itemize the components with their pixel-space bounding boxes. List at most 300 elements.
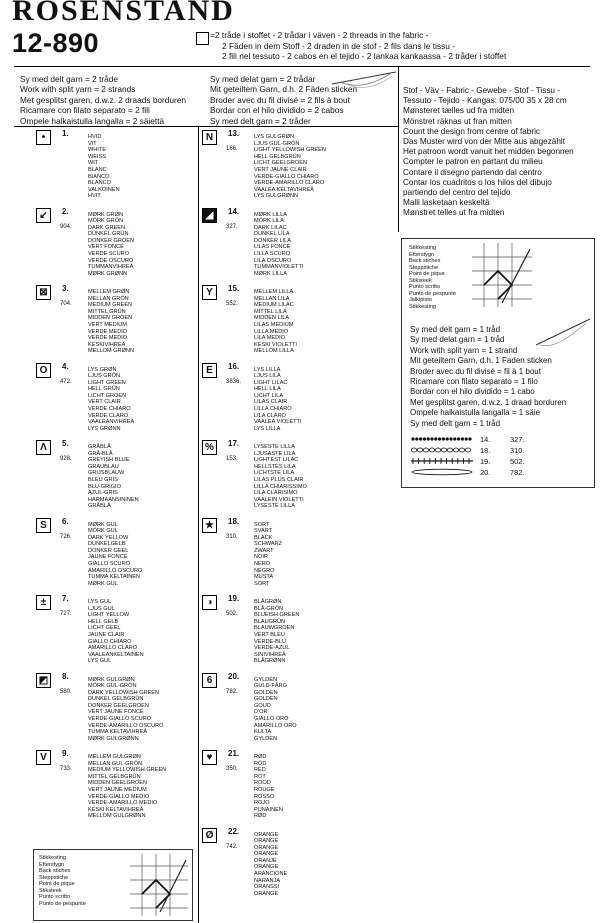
color-name: HARMAANSININEN	[88, 496, 139, 503]
color-name: MELLOM LILLA	[254, 348, 294, 355]
color-name: VERT CLAIR	[88, 399, 121, 406]
color-names	[88, 444, 139, 510]
color-number: 9.	[62, 749, 69, 758]
color-symbol-icon: ±	[36, 595, 51, 610]
shade-code: 153.	[226, 456, 238, 462]
color-name: MEDIUM YELLOWISH GREEN	[88, 767, 167, 774]
color-name: VERDE MEDIO	[88, 328, 128, 335]
color-name: LILLA MEDIO	[254, 328, 289, 335]
fabric-line: Compter le patron en partant du milieu	[403, 157, 543, 167]
color-name: WHITE	[88, 147, 107, 154]
stitch-label: Punto scritto	[409, 284, 441, 290]
color-name: WEISS	[88, 153, 107, 160]
color-symbol-icon: V	[36, 750, 51, 765]
shade-code: 726.	[60, 533, 72, 540]
color-name: MIDDEN LILA	[254, 315, 290, 322]
color-name: DUNKEL LILA	[254, 231, 290, 238]
color-symbol-icon: ♥	[202, 750, 217, 765]
legend-line: Sy med delt garn = 1 tråd	[410, 418, 501, 428]
color-symbol-icon: ◩	[36, 673, 51, 688]
color-names	[88, 599, 144, 665]
color-name: LICHT LILA	[254, 392, 284, 399]
color-names	[254, 599, 299, 665]
color-name: MIDDEN GROEN	[88, 315, 133, 322]
color-name: MUSTA	[254, 574, 274, 581]
shade-code: 733.	[60, 766, 72, 772]
color-name: MELLEM GULGRØN	[88, 754, 141, 760]
color-name: VERT FONCÉ	[88, 244, 124, 251]
color-name: LIGHT YELLOW	[88, 612, 130, 619]
color-name: LYS GUL	[88, 599, 112, 605]
color-name: VAALEA VIOLETTI	[254, 419, 302, 426]
stitch-line-sample	[410, 435, 474, 443]
color-name: MØRK GRØN	[88, 211, 124, 218]
color-name: GRAUBLAU	[88, 463, 119, 470]
color-name: SCHWARZ	[254, 541, 283, 548]
color-name: BIANCO	[88, 173, 110, 180]
color-name: VERT MEDIUM	[88, 321, 127, 328]
stitch-labels-bottom	[39, 855, 86, 907]
color-name: BLANCO	[88, 180, 112, 187]
legend-line: Ompele halkaistulla langalla = 1 säie	[410, 408, 541, 418]
color-name: LJUS GUL	[88, 605, 115, 612]
color-name: MØRK GRØNN	[88, 270, 128, 277]
legend-shade: 327.	[510, 435, 525, 444]
color-name: GRIJSBLAUW	[88, 470, 125, 477]
color-symbol-icon: •	[36, 130, 51, 145]
instruction-line: Ricamare con filato separato = 2 fili	[20, 105, 150, 116]
color-names	[254, 134, 326, 200]
color-name: ROUGE	[254, 786, 275, 793]
color-name: NOIR	[254, 554, 268, 561]
color-name: ROT	[254, 773, 266, 780]
stitch-label: Point de pique	[409, 271, 445, 277]
color-number: 1.	[62, 129, 69, 138]
color-names	[254, 522, 282, 588]
color-name: VALKOINEN	[88, 186, 120, 193]
stitch-label: Point de pique	[39, 881, 75, 887]
stitch-label: Stikkesting	[39, 855, 67, 861]
stitch-label: Steppstiche	[39, 874, 69, 881]
color-number: 14.	[228, 206, 240, 216]
color-name: VERT JAUNE CLAIR	[254, 166, 307, 173]
fabric-line: Mønsteret tælles ud fra midten	[403, 106, 515, 116]
color-names	[88, 754, 166, 820]
color-name: GYLDEN	[254, 676, 278, 683]
brand-name: ROSENSTAND	[12, 0, 235, 27]
fabric-square-icon	[196, 32, 209, 45]
color-names	[254, 289, 297, 355]
color-name: MEDIUM LILAC	[254, 302, 294, 309]
color-names	[254, 677, 297, 743]
stitch-label: Stiksteek	[39, 887, 62, 894]
color-name: MØRK GUL	[88, 521, 118, 528]
needle-icon	[330, 64, 400, 92]
instruction-line: Work with split yarn = 2 strands	[20, 84, 136, 95]
color-name: RØD	[254, 813, 267, 820]
color-name: D'OR	[254, 709, 268, 716]
color-name: ROOD	[254, 780, 271, 787]
instruction-line: Sy med delt garn = 2 tråder	[210, 115, 311, 126]
color-name: GIALLO CHIARO	[88, 638, 132, 645]
color-name: ORANGE	[254, 864, 279, 871]
shade-code: 350.	[226, 766, 238, 772]
color-names	[254, 832, 287, 898]
color-name: ORANJE	[254, 857, 277, 864]
color-name: GOUD	[254, 702, 271, 709]
instruction-line: Met gesplitst garen, d.w.z. 2 draads borduren	[20, 94, 187, 105]
color-name: ORANGE	[254, 851, 279, 858]
color-symbol-icon: Ø	[202, 828, 217, 843]
color-name: LYS GULGRØNN	[254, 193, 299, 200]
stitch-label: Stiksteek	[409, 277, 432, 284]
color-name: MELLEM GRØN	[88, 289, 130, 295]
color-number: 5.	[62, 439, 69, 448]
color-name: LYS GUL	[88, 658, 112, 665]
stitch-label: Punto de pespunte	[39, 900, 86, 907]
color-name: DONKER LILA	[254, 237, 291, 244]
color-name: VERDE CHIARO	[88, 406, 131, 413]
color-name: VERDE-GIALLO SCURO	[88, 716, 152, 723]
color-name: DARK LILAC	[254, 224, 287, 231]
color-name: BLÅ-GRÖN	[254, 605, 284, 612]
color-name: VIT	[88, 140, 97, 147]
color-name: AMARILLO OSCURO	[88, 567, 143, 574]
shade-code: 310.	[226, 533, 238, 540]
shade-code: 502.	[226, 611, 238, 617]
color-name: MELLAN GUL-GRÖN	[88, 760, 143, 767]
color-name: LILLA CHIARISSIMO	[254, 483, 307, 490]
legend-number: 19.	[480, 457, 491, 466]
color-names	[254, 754, 283, 820]
color-name: VAALEIN VIOLETTI	[254, 496, 304, 503]
color-name: SVART	[254, 528, 273, 535]
color-name: VERDE-AZUL	[254, 645, 290, 652]
backstitch-legend	[401, 238, 595, 488]
color-symbol-icon: O	[36, 363, 51, 378]
color-number: 19.	[228, 594, 240, 603]
color-name: GIALLO SCURO	[88, 561, 130, 568]
color-name: LYS GULGRØN	[254, 134, 294, 140]
color-name: LIGHT GREEN	[88, 379, 126, 386]
color-name: DARK YELLOWISH GREEN	[88, 689, 160, 696]
color-symbol-icon: %	[202, 440, 217, 455]
legend-line: Work with split yarn = 1 strand	[410, 345, 518, 355]
color-name: MÖRK LILA	[254, 218, 284, 225]
color-name: LILAS FONCÉ	[254, 244, 291, 251]
color-name: BLAUWGROEN	[254, 625, 295, 632]
stitch-line-sample	[410, 457, 474, 465]
fabric-divider	[398, 66, 399, 232]
color-name: MELLAN GRÖN	[88, 295, 129, 302]
color-name: LYS LILLA	[254, 425, 281, 432]
color-name: JAUNE FONCÉ	[88, 554, 128, 561]
color-name: VAALEANVIHREÄ	[88, 419, 135, 426]
color-name: LJUS GUL-GRÖN	[254, 140, 300, 147]
color-name: VERDE-AMARILLO MEDIO	[88, 800, 158, 807]
legend-line: Ricamare con filato separato = 1 filo	[410, 377, 538, 387]
color-name: VERDE-BLU	[254, 638, 287, 645]
color-names	[88, 134, 120, 200]
color-name: LIGHT LILAC	[254, 379, 288, 386]
color-number: 8.	[62, 671, 69, 681]
color-name: GULD-FÄRG	[254, 683, 287, 690]
color-name: SORT	[254, 580, 270, 587]
instructions-left	[20, 74, 186, 126]
color-name: LICHT GEEL	[88, 625, 121, 632]
stitch-label: Back stiches	[39, 868, 71, 874]
color-name: GOLDEN	[254, 689, 278, 696]
color-symbol-icon: S	[36, 518, 51, 533]
color-name: BLU-GRIGIO	[88, 483, 121, 490]
color-name: MITTEL LILA	[254, 308, 287, 315]
color-name: TUMMANVIHREÄ	[88, 264, 134, 271]
color-name: MØRK LILLA	[254, 270, 287, 277]
legend-shade: 310.	[510, 446, 525, 455]
fabric-line: Das Muster wird von der Mitte aus abgezählt	[403, 137, 566, 147]
color-name: VAALEANKELTAINEN	[88, 651, 144, 658]
color-number: 6.	[62, 516, 69, 526]
color-names	[254, 444, 307, 510]
color-name: VERDE-AMARILLO OSCURO	[88, 722, 164, 729]
color-name: NEGRO	[254, 567, 275, 574]
fabric-line: Malli lasketaan keskeltä	[403, 198, 490, 208]
fabric-line: partiendo del centro del tejido	[403, 188, 511, 198]
color-name: VERT JAUNE FONCÉ	[88, 709, 144, 716]
pattern-code: 12-890	[12, 28, 100, 58]
color-name: DUNKEL GRÜN	[88, 231, 129, 238]
color-name: HVID	[88, 134, 102, 140]
color-name: ORANSSI	[254, 884, 280, 891]
instruction-line: Broder avec du fil divisé = 2 fils à bout	[210, 94, 350, 105]
color-name: LILA MEDIO	[254, 335, 286, 342]
color-name: GOLDEN	[254, 696, 278, 703]
color-name: HELL LILA	[254, 386, 281, 393]
color-name: LYS GRØN	[88, 366, 117, 373]
color-name: LYSESTE LILLA	[254, 444, 295, 450]
legend-line: Broder avec du fil divisé = fil à 1 bout	[410, 366, 541, 376]
shade-code: 166.	[226, 146, 238, 152]
stitch-label: Efterstygn	[39, 861, 65, 868]
color-name: NERO	[254, 561, 271, 568]
color-symbol-icon: Y	[202, 285, 217, 300]
color-name: HELL GELBGRÜN	[254, 153, 301, 160]
legend-number: 18.	[480, 446, 491, 455]
color-symbol-icon: ↙	[36, 208, 51, 223]
color-name: VERDE-AMARILLO CLARO	[254, 180, 325, 187]
shade-code: 928.	[60, 456, 72, 462]
color-name: DUNKELGELB	[88, 541, 126, 548]
instruction-line: Ompele halkaistulla langalla = 2 säiettä	[20, 115, 165, 126]
color-name: MITTEL GRÜN	[88, 308, 126, 315]
color-name: LILAS MEDIUM	[254, 321, 294, 328]
color-name: VERDE-GIALLO MEDIO	[88, 793, 150, 800]
instruction-line: Sy med delat garn = 2 trådar	[210, 74, 316, 84]
shade-code: 782.	[226, 688, 238, 695]
color-name: LILLA SCURO	[254, 251, 291, 258]
color-name: LILLA CHIARO	[254, 406, 292, 413]
color-number: 20.	[228, 671, 240, 681]
color-name: MIDDEN GEELGROEN	[88, 780, 148, 787]
shade-code: 552.	[226, 301, 238, 307]
stitch-label: Back stiches	[409, 258, 441, 264]
stitch-grid-icon	[130, 854, 188, 916]
color-names	[254, 212, 303, 278]
stitch-line-sample	[410, 468, 474, 476]
stitch-label: Stikkesting	[409, 303, 437, 310]
legend-shade: 502.	[510, 457, 525, 466]
shade-code: 742.	[226, 843, 238, 850]
threads-line: 2 Fäden in dem Stoff - 2 draden in de stof - 2 fils dans le tissu -	[222, 40, 456, 51]
stitch-line-sample	[410, 446, 474, 454]
color-name: AMARILLO ORO	[254, 722, 297, 729]
color-name: LILAS CLAIR	[254, 399, 288, 406]
color-name: BLÅGRØN	[254, 599, 282, 605]
color-number: 17.	[228, 439, 240, 448]
color-number: 15.	[228, 284, 240, 293]
fabric-line: Mønstret telles ut fra midten	[403, 208, 505, 218]
color-name: DONKER GROEN	[88, 237, 134, 244]
color-name: PUNAINEN	[254, 806, 283, 813]
color-name: LIGHT YELLOWISH GREEN	[254, 147, 326, 154]
fabric-line: Count the design from centre of fabric	[403, 126, 540, 136]
color-number: 18.	[228, 516, 240, 526]
legend-number: 20.	[480, 468, 491, 477]
color-name: MEDIUM GREEN	[88, 302, 133, 309]
fabric-line: Contare il disegno partendo dal centro	[403, 167, 542, 177]
legend-number: 14.	[480, 435, 491, 444]
color-name: KESKIVIHREÄ	[88, 341, 126, 348]
color-number: 16.	[228, 361, 240, 371]
color-name: LYS GRØNN	[88, 425, 121, 432]
legend-shade: 782.	[510, 468, 525, 477]
color-name: LIGHTEST LILAC	[254, 457, 299, 464]
color-name: LJUS LILA	[254, 373, 281, 380]
stitch-label: Punto scritto	[39, 894, 71, 900]
fabric-line: Het patroon wordt vanuit het midden begonnen	[403, 147, 574, 157]
color-number: 22.	[228, 826, 240, 836]
shade-code: 727.	[60, 611, 72, 617]
color-name: GRÅBLÅ	[88, 444, 111, 450]
fabric-line: Tessuto - Tejido - Kangas: 075/00 35 x 28 cm	[403, 96, 567, 106]
color-symbol-icon: ★	[202, 518, 217, 533]
legend-line: Sy med delat garn = 1 tråd	[410, 335, 505, 345]
header-divider	[14, 66, 590, 67]
color-name: HELLSTES LILA	[254, 463, 296, 470]
stitch-grid-icon	[472, 243, 532, 307]
shade-code: 904.	[60, 223, 72, 230]
instruction-line: Bordar con el hilo dividido = 2 cabos	[210, 105, 344, 116]
shade-code: 472.	[60, 378, 72, 385]
color-name: LICHTSTE LILA	[254, 470, 295, 477]
shade-code: 704.	[60, 301, 72, 307]
color-name: ORANGE	[254, 890, 279, 897]
color-name: GRÅ-BLÅ	[88, 450, 113, 457]
color-name: VERDE CLARO	[88, 412, 129, 419]
color-name: MÖRK GUL-GRÖN	[88, 683, 137, 690]
color-name: LJUS GRÖN	[88, 373, 121, 380]
color-name: TUMMA KELTAVIHREÄ	[88, 729, 148, 736]
color-name: LJUSASTE LILA	[254, 450, 296, 457]
stitch-label: Steppstiche	[409, 264, 439, 271]
color-name: VERDE SCURO	[88, 251, 130, 258]
shade-code: 580.	[60, 688, 72, 695]
legend-line: Sy med delt garn = 1 tråd	[410, 325, 501, 334]
color-name: BLEU GRIS	[88, 476, 118, 483]
color-name: VERT JAUNE MEDIUM	[88, 786, 147, 793]
legend-line: Bordar con el hilo dividido = 1 cabo	[410, 387, 535, 397]
color-number: 7.	[62, 594, 69, 603]
color-name: LILA CLARO	[254, 412, 287, 419]
color-symbol-icon: 6	[202, 673, 217, 688]
color-name: VERDE OSCURO	[88, 257, 134, 264]
color-name: MITTEL GELBGRÜN	[88, 773, 141, 780]
color-name: LICHT GROEN	[88, 392, 127, 399]
color-names	[88, 522, 142, 588]
color-name: MÖRK GUL	[88, 528, 118, 535]
color-name: SINIVIHREÄ	[254, 651, 286, 658]
shade-code: 327.	[226, 223, 238, 230]
color-name: HELL GRÜN	[88, 386, 120, 393]
color-name: MELLEM LILLA	[254, 289, 294, 295]
stitch-label: Efterstygn	[409, 251, 435, 258]
color-name: LILA CLARISIMO	[254, 490, 298, 497]
color-name: BLACK	[254, 534, 273, 541]
color-symbol-icon: Λ	[36, 440, 51, 455]
color-name: DONKER GEELGROEN	[88, 702, 149, 709]
color-number: 2.	[62, 206, 69, 216]
color-name: MELLOM GRØNN	[88, 348, 134, 355]
color-name: DONKER GEEL	[88, 547, 129, 554]
color-name: RED	[254, 767, 266, 774]
color-name: LILAS PLUS CLAIR	[254, 476, 304, 483]
color-number: 21.	[228, 749, 240, 758]
color-symbol-icon: N	[202, 130, 217, 145]
list-top-divider	[14, 126, 398, 127]
color-name: SORT	[254, 521, 270, 528]
color-name: DARK GREEN	[88, 224, 125, 231]
stitch-label: Jälkipisto	[409, 297, 433, 303]
color-name: ORANGE	[254, 831, 279, 838]
color-name: ZWART	[254, 547, 274, 554]
color-number: 3.	[62, 284, 69, 293]
color-name: LICHT GEELGROEN	[254, 160, 308, 167]
color-name: BLUEISH GREEN	[254, 612, 300, 619]
color-name: BLANC	[88, 166, 107, 173]
threads-note	[210, 30, 506, 62]
color-number: 13.	[228, 129, 240, 138]
color-names	[88, 677, 164, 743]
color-number: 4.	[62, 361, 69, 371]
legend-line: Met gesplitst garen, d.w.z. 1 draad borduren	[410, 397, 567, 407]
fabric-line: Contar los cuadritos o los hilos del dibujo	[403, 177, 552, 187]
stitch-labels	[409, 245, 456, 310]
color-name: MELLAN LILA	[254, 295, 290, 302]
color-name: GYLDEN	[254, 735, 278, 742]
color-name: MØRK GUL	[88, 580, 118, 587]
fabric-line: Mönstret räknas ut fran mitten	[403, 116, 512, 126]
stitch-label: Stikkesting	[409, 245, 437, 251]
color-name: VAALEA KELTAVIHREÄ	[254, 186, 314, 193]
fabric-line: Stof - Väv - Fabric - Gewebe - Stof - Tissu -	[403, 86, 560, 95]
color-name: TUMMANVIOLETTI	[254, 264, 304, 271]
color-name: ROSSO	[254, 793, 275, 800]
color-names	[254, 367, 301, 433]
threads-line: =2 tråde i stoffet - 2 trådar i väven - 2 threads in the fabric -	[210, 30, 429, 40]
color-name: MÖRK GRÖN	[88, 218, 124, 225]
color-name: AZUL-GRIS	[88, 490, 118, 497]
color-name: ORANGE	[254, 838, 279, 845]
